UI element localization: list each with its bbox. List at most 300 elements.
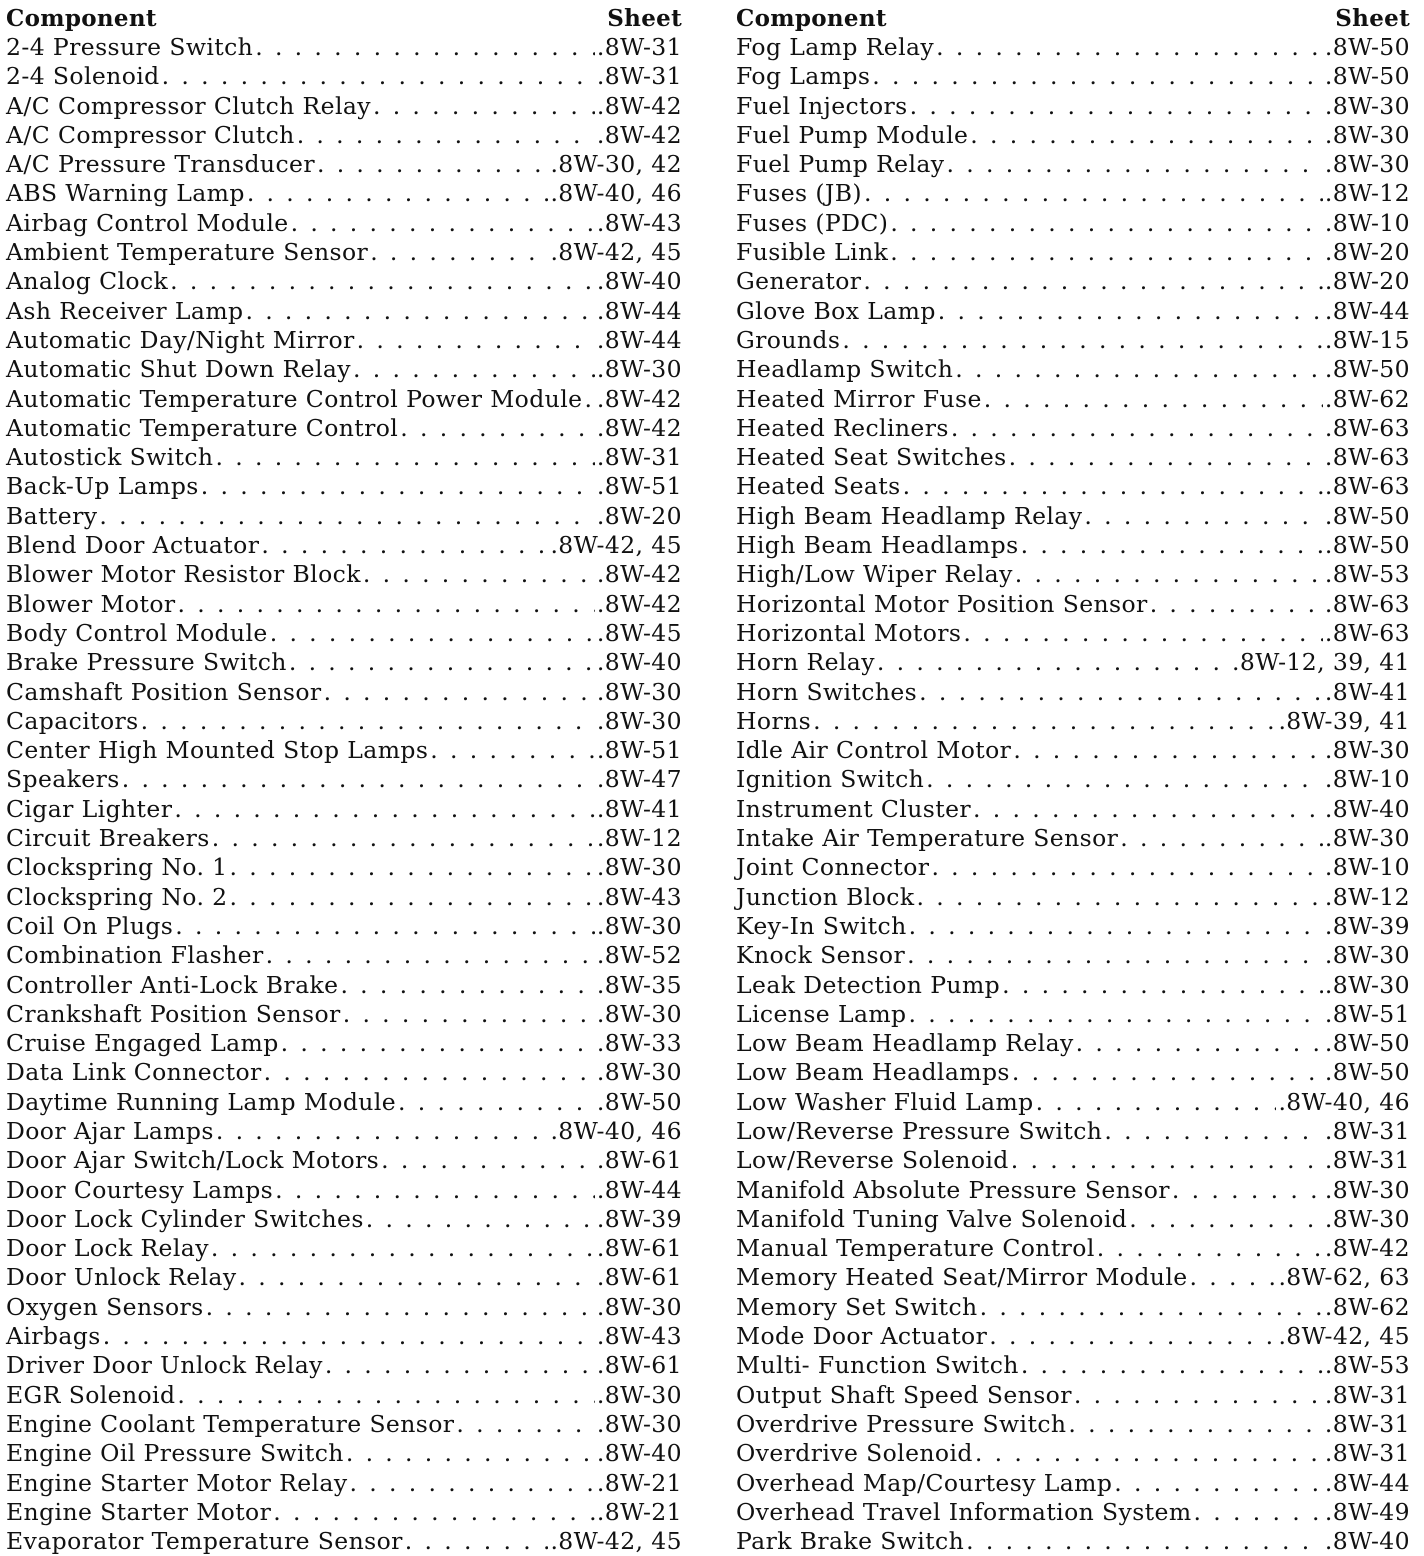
component-name: Camshaft Position Sensor xyxy=(6,677,322,706)
dot-leader xyxy=(297,121,595,150)
sheet-reference: .8W-40, 46 xyxy=(1278,1087,1410,1116)
component-name: Cigar Lighter xyxy=(6,794,173,823)
sheet-reference: .8W-43 xyxy=(596,882,682,911)
sheet-reference: .8W-63 xyxy=(1324,472,1410,501)
component-row xyxy=(736,1234,1410,1263)
sheet-reference: .8W-51 xyxy=(596,472,682,501)
component-row xyxy=(736,62,1410,91)
component-name: Capacitors xyxy=(6,706,139,735)
component-row xyxy=(736,1029,1410,1058)
component-name: Manual Temperature Control xyxy=(736,1234,1095,1263)
component-row xyxy=(736,1322,1410,1351)
dot-leader xyxy=(141,707,595,736)
component-row xyxy=(736,179,1410,208)
sheet-reference: .8W-62, 63 xyxy=(1278,1263,1410,1292)
component-row xyxy=(6,33,682,62)
dot-leader xyxy=(340,971,594,1000)
sheet-reference: .8W-44 xyxy=(596,296,682,325)
sheet-reference: .8W-63 xyxy=(1324,589,1410,618)
component-name: Heated Recliners xyxy=(736,413,949,442)
dot-leader xyxy=(381,1146,595,1175)
component-name: Blower Motor Resistor Block xyxy=(6,560,361,589)
sheet-reference: .8W-51 xyxy=(596,736,682,765)
dot-leader xyxy=(230,883,595,912)
sheet-reference: .8W-30 xyxy=(596,1292,682,1321)
sheet-reference: .8W-15 xyxy=(1324,325,1410,354)
dot-leader xyxy=(864,179,1323,208)
component-name: Door Unlock Relay xyxy=(6,1263,237,1292)
sheet-reference: .8W-40 xyxy=(596,648,682,677)
sheet-reference: .8W-42 xyxy=(596,413,682,442)
dot-leader xyxy=(963,619,1322,648)
sheet-reference: .8W-30 xyxy=(596,706,682,735)
component-name: Fuel Pump Module xyxy=(736,120,969,149)
dot-leader xyxy=(366,1205,595,1234)
dot-leader xyxy=(317,150,548,179)
component-row xyxy=(736,1205,1410,1234)
component-name: Fuses (JB) xyxy=(736,179,862,208)
column-header xyxy=(6,4,682,33)
dot-leader xyxy=(350,1469,595,1498)
component-row xyxy=(6,121,682,150)
sheet-reference: .8W-33 xyxy=(596,1029,682,1058)
component-row xyxy=(736,824,1410,853)
sheet-reference: .8W-42 xyxy=(596,91,682,120)
component-row xyxy=(6,678,682,707)
component-row xyxy=(6,883,682,912)
dot-leader xyxy=(909,912,1323,941)
component-name: Automatic Day/Night Mirror xyxy=(6,325,355,354)
sheet-reference: .8W-53 xyxy=(1324,1351,1410,1380)
dot-leader xyxy=(174,795,595,824)
dot-leader xyxy=(266,941,595,970)
component-name: Fuel Pump Relay xyxy=(736,150,945,179)
sheet-reference: .8W-31 xyxy=(596,33,682,61)
component-name: Fuel Injectors xyxy=(736,91,908,120)
component-row xyxy=(736,92,1410,121)
sheet-reference: .8W-31 xyxy=(1324,1439,1410,1468)
sheet-reference: .8W-50 xyxy=(596,1087,682,1116)
component-name: Ambient Temperature Sensor xyxy=(6,238,369,267)
sheet-reference: .8W-30 xyxy=(596,853,682,882)
sheet-reference: .8W-31 xyxy=(1324,1380,1410,1409)
component-name: A/C Compressor Clutch xyxy=(6,120,295,149)
dot-leader xyxy=(122,765,595,794)
dot-leader xyxy=(247,179,549,208)
component-name: Driver Door Unlock Relay xyxy=(6,1351,323,1380)
dot-leader xyxy=(1036,1088,1277,1117)
dot-leader xyxy=(1114,1469,1323,1498)
sheet-reference: .8W-63 xyxy=(1324,618,1410,647)
component-row xyxy=(6,179,682,208)
dot-leader xyxy=(907,941,1323,970)
dot-leader xyxy=(215,443,594,472)
dot-leader xyxy=(1104,1117,1323,1146)
component-name: Memory Heated Seat/Mirror Module xyxy=(736,1263,1188,1292)
dot-leader xyxy=(357,326,595,355)
dot-leader xyxy=(909,1000,1323,1029)
component-row xyxy=(736,1498,1410,1527)
component-name: Speakers xyxy=(6,765,120,794)
component-row xyxy=(6,1439,682,1468)
dot-leader xyxy=(1009,443,1323,472)
component-row xyxy=(6,941,682,970)
sheet-reference: .8W-30 xyxy=(596,1058,682,1087)
sheet-reference: .8W-31 xyxy=(596,62,682,91)
component-row xyxy=(6,502,682,531)
component-header-label: Component xyxy=(6,5,157,32)
component-name: Engine Oil Pressure Switch xyxy=(6,1439,344,1468)
component-name: Blend Door Actuator xyxy=(6,531,260,560)
component-row xyxy=(736,590,1410,619)
component-name: Manifold Tuning Valve Solenoid xyxy=(736,1204,1128,1233)
dot-leader xyxy=(216,1117,549,1146)
component-name: Horn Switches xyxy=(736,677,918,706)
component-row xyxy=(736,619,1410,648)
sheet-reference: .8W-31 xyxy=(1324,1409,1410,1438)
component-row xyxy=(6,531,682,560)
sheet-reference: .8W-40 xyxy=(1324,1527,1410,1556)
component-row xyxy=(6,648,682,677)
sheet-reference: .8W-44 xyxy=(1324,296,1410,325)
dot-leader xyxy=(162,62,595,91)
component-name: Center High Mounted Stop Lamps xyxy=(6,736,429,765)
dot-leader xyxy=(343,1000,595,1029)
sheet-reference: .8W-30 xyxy=(596,999,682,1028)
component-row xyxy=(6,1410,682,1439)
dot-leader xyxy=(99,502,595,531)
dot-leader xyxy=(325,1351,595,1380)
component-row xyxy=(736,1000,1410,1029)
sheet-reference: .8W-43 xyxy=(596,208,682,237)
sheet-reference: .8W-44 xyxy=(596,325,682,354)
component-name: Leak Detection Pump xyxy=(736,970,1001,999)
dot-leader xyxy=(255,33,595,62)
component-name: Oxygen Sensors xyxy=(6,1292,204,1321)
dot-leader xyxy=(430,736,595,765)
dot-leader xyxy=(946,150,1322,179)
component-name: Grounds xyxy=(736,325,841,354)
component-name: Autostick Switch xyxy=(6,443,214,472)
component-name: Evaporator Temperature Sensor xyxy=(6,1527,403,1556)
component-name: EGR Solenoid xyxy=(6,1380,176,1409)
component-name: High Beam Headlamps xyxy=(736,531,1019,560)
component-name: Generator xyxy=(736,267,862,296)
component-name: Battery xyxy=(6,501,98,530)
component-row xyxy=(6,707,682,736)
dot-leader xyxy=(1074,1381,1323,1410)
component-name: License Lamp xyxy=(736,999,907,1028)
dot-leader xyxy=(936,33,1323,62)
dot-leader xyxy=(1068,1410,1322,1439)
component-row xyxy=(6,1263,682,1292)
component-row xyxy=(736,1351,1410,1380)
component-row xyxy=(736,472,1410,501)
sheet-reference: .8W-10 xyxy=(1324,765,1410,794)
component-name: Low Beam Headlamps xyxy=(736,1058,1010,1087)
component-row xyxy=(6,92,682,121)
component-name: High Beam Headlamp Relay xyxy=(736,501,1083,530)
component-name: Intake Air Temperature Sensor xyxy=(736,824,1119,853)
sheet-reference: .8W-40, 46 xyxy=(550,1116,682,1145)
right-column xyxy=(736,4,1410,1556)
dot-leader xyxy=(405,1527,549,1556)
sheet-reference: .8W-63 xyxy=(1324,443,1410,472)
component-row xyxy=(6,414,682,443)
component-row xyxy=(736,385,1410,414)
component-row xyxy=(6,472,682,501)
component-row xyxy=(6,1381,682,1410)
component-name: Output Shaft Speed Sensor xyxy=(736,1380,1072,1409)
dot-leader xyxy=(890,209,1323,238)
sheet-reference: .8W-30 xyxy=(1324,970,1410,999)
component-row xyxy=(6,971,682,1000)
dot-leader xyxy=(1002,971,1323,1000)
dot-leader xyxy=(456,1410,594,1439)
left-column xyxy=(6,4,682,1556)
dot-leader xyxy=(346,1439,595,1468)
component-row xyxy=(6,1176,682,1205)
sheet-header-label: Sheet xyxy=(1335,5,1410,32)
component-name: ABS Warning Lamp xyxy=(6,179,245,208)
component-row xyxy=(6,853,682,882)
dot-leader xyxy=(230,853,595,882)
component-name: Airbags xyxy=(6,1322,101,1351)
dot-leader xyxy=(973,795,1323,824)
component-row xyxy=(6,150,682,179)
component-row xyxy=(6,1146,682,1175)
component-name: Automatic Temperature Control xyxy=(6,413,399,442)
dot-leader xyxy=(890,238,1323,267)
sheet-reference: .8W-41 xyxy=(596,794,682,823)
dot-leader xyxy=(910,92,1323,121)
dot-leader xyxy=(584,385,594,414)
dot-leader xyxy=(1194,1498,1323,1527)
dot-leader xyxy=(931,853,1322,882)
dot-leader xyxy=(211,1234,595,1263)
component-row xyxy=(736,1293,1410,1322)
component-row xyxy=(736,121,1410,150)
sheet-reference: .8W-50 xyxy=(1324,355,1410,384)
component-row xyxy=(736,1176,1410,1205)
component-name: Blower Motor xyxy=(6,589,176,618)
component-row xyxy=(6,326,682,355)
dot-leader xyxy=(877,648,1230,677)
component-name: A/C Pressure Transducer xyxy=(6,150,315,179)
component-name: Mode Door Actuator xyxy=(736,1322,988,1351)
component-name: Low Washer Fluid Lamp xyxy=(736,1087,1034,1116)
sheet-reference: .8W-43 xyxy=(596,1322,682,1351)
sheet-reference: .8W-39, 41 xyxy=(1278,706,1410,735)
component-row xyxy=(736,267,1410,296)
dot-leader xyxy=(970,121,1323,150)
sheet-reference: .8W-30 xyxy=(596,677,682,706)
sheet-reference: .8W-52 xyxy=(596,941,682,970)
component-name: Low/Reverse Pressure Switch xyxy=(736,1116,1103,1145)
component-name: Overhead Map/Courtesy Lamp xyxy=(736,1468,1113,1497)
component-row xyxy=(6,824,682,853)
component-name: Glove Box Lamp xyxy=(736,296,936,325)
dot-leader xyxy=(275,1176,595,1205)
dot-leader xyxy=(289,648,595,677)
component-row xyxy=(6,385,682,414)
component-row xyxy=(6,1322,682,1351)
dot-leader xyxy=(201,472,595,501)
sheet-reference: .8W-42 xyxy=(596,120,682,149)
component-row xyxy=(736,795,1410,824)
component-row xyxy=(6,560,682,589)
dot-leader xyxy=(926,765,1323,794)
component-row xyxy=(736,502,1410,531)
sheet-reference: .8W-39 xyxy=(596,1204,682,1233)
dot-leader xyxy=(177,1381,594,1410)
component-row xyxy=(736,150,1410,179)
component-row xyxy=(736,1410,1410,1439)
sheet-reference: .8W-35 xyxy=(596,970,682,999)
component-name: Back-Up Lamps xyxy=(6,472,199,501)
component-row xyxy=(736,297,1410,326)
dot-leader xyxy=(103,1322,595,1351)
component-row xyxy=(736,736,1410,765)
left-component-list xyxy=(6,33,682,1556)
component-row xyxy=(6,443,682,472)
component-row xyxy=(736,853,1410,882)
component-name: Horn Relay xyxy=(736,648,875,677)
component-name: Door Ajar Lamps xyxy=(6,1116,214,1145)
dot-leader xyxy=(324,678,595,707)
component-row xyxy=(736,707,1410,736)
sheet-reference: .8W-30 xyxy=(596,911,682,940)
component-row xyxy=(6,297,682,326)
component-row xyxy=(736,678,1410,707)
sheet-reference: .8W-10 xyxy=(1324,853,1410,882)
dot-leader xyxy=(1172,1176,1323,1205)
sheet-reference: .8W-61 xyxy=(596,1263,682,1292)
dot-leader xyxy=(170,267,595,296)
component-name: Engine Starter Motor xyxy=(6,1497,272,1526)
sheet-reference: .8W-20 xyxy=(1324,267,1410,296)
dot-leader xyxy=(373,92,595,121)
dot-leader xyxy=(1012,1058,1323,1087)
dot-leader xyxy=(951,414,1323,443)
sheet-reference: .8W-63 xyxy=(1324,413,1410,442)
sheet-reference: .8W-30 xyxy=(596,1409,682,1438)
sheet-reference: .8W-50 xyxy=(1324,1058,1410,1087)
component-name: Horizontal Motors xyxy=(736,618,962,647)
dot-leader xyxy=(1190,1263,1277,1292)
sheet-reference: .8W-20 xyxy=(1324,238,1410,267)
sheet-reference: .8W-61 xyxy=(596,1146,682,1175)
component-name: Daytime Running Lamp Module xyxy=(6,1087,397,1116)
component-row xyxy=(736,765,1410,794)
component-name: Multi- Function Switch xyxy=(736,1351,1019,1380)
right-component-list xyxy=(736,33,1410,1556)
component-name: Idle Air Control Motor xyxy=(736,736,1012,765)
dot-leader xyxy=(245,297,594,326)
component-row xyxy=(736,971,1410,1000)
dot-leader xyxy=(872,62,1323,91)
component-row xyxy=(736,1439,1410,1468)
component-row xyxy=(6,1205,682,1234)
component-name: Automatic Shut Down Relay xyxy=(6,355,351,384)
sheet-reference: .8W-12 xyxy=(1324,179,1410,208)
sheet-reference: .8W-30 xyxy=(1324,1175,1410,1204)
component-name: Heated Mirror Fuse xyxy=(736,384,982,413)
component-row xyxy=(6,1117,682,1146)
sheet-reference: .8W-40 xyxy=(1324,794,1410,823)
component-name: Overdrive Solenoid xyxy=(736,1439,973,1468)
sheet-reference: .8W-12 xyxy=(596,824,682,853)
component-name: Airbag Control Module xyxy=(6,208,289,237)
sheet-reference: .8W-31 xyxy=(1324,1146,1410,1175)
dot-leader xyxy=(1076,1029,1323,1058)
component-row xyxy=(6,1058,682,1087)
sheet-reference: .8W-45 xyxy=(596,618,682,647)
dot-leader xyxy=(212,824,595,853)
component-name: Fog Lamps xyxy=(736,62,871,91)
component-row xyxy=(736,883,1410,912)
dot-leader xyxy=(955,355,1323,384)
component-row xyxy=(736,1146,1410,1175)
sheet-reference: .8W-50 xyxy=(1324,501,1410,530)
component-name: Crankshaft Position Sensor xyxy=(6,999,341,1028)
column-header xyxy=(736,4,1410,33)
sheet-reference: .8W-44 xyxy=(596,1175,682,1204)
component-row xyxy=(6,1351,682,1380)
component-row xyxy=(736,326,1410,355)
dot-leader xyxy=(919,678,1323,707)
component-row xyxy=(6,736,682,765)
component-name: Clockspring No. 2 xyxy=(6,882,228,911)
component-name: Cruise Engaged Lamp xyxy=(6,1029,279,1058)
component-row xyxy=(736,443,1410,472)
component-header-label: Component xyxy=(736,5,887,32)
sheet-reference: .8W-50 xyxy=(1324,531,1410,560)
sheet-reference: .8W-40, 46 xyxy=(550,179,682,208)
sheet-reference: .8W-41 xyxy=(1324,677,1410,706)
sheet-reference: .8W-20 xyxy=(596,501,682,530)
sheet-reference: .8W-42, 45 xyxy=(550,1527,682,1556)
component-row xyxy=(736,1088,1410,1117)
sheet-reference: .8W-39 xyxy=(1324,911,1410,940)
sheet-reference: .8W-30 xyxy=(1324,1204,1410,1233)
component-row xyxy=(6,1293,682,1322)
component-name: Engine Starter Motor Relay xyxy=(6,1468,348,1497)
sheet-reference: .8W-40 xyxy=(596,1439,682,1468)
component-name: Combination Flasher xyxy=(6,941,264,970)
component-row xyxy=(736,1527,1410,1556)
component-row xyxy=(736,941,1410,970)
component-name: Heated Seat Switches xyxy=(736,443,1007,472)
sheet-reference: .8W-42, 45 xyxy=(1278,1322,1410,1351)
sheet-reference: .8W-30, 42 xyxy=(550,150,682,179)
dot-leader xyxy=(206,1293,595,1322)
dot-leader xyxy=(903,472,1323,501)
dot-leader xyxy=(1013,736,1323,765)
sheet-reference: .8W-21 xyxy=(596,1497,682,1526)
component-name: Low/Reverse Solenoid xyxy=(736,1146,1009,1175)
sheet-reference: .8W-61 xyxy=(596,1351,682,1380)
dot-leader xyxy=(975,1439,1323,1468)
dot-leader xyxy=(261,531,548,560)
sheet-reference: .8W-61 xyxy=(596,1234,682,1263)
component-name: Fusible Link xyxy=(736,238,889,267)
dot-leader xyxy=(966,1527,1323,1556)
dot-leader xyxy=(273,1498,595,1527)
component-row xyxy=(6,267,682,296)
component-row xyxy=(6,1527,682,1556)
component-row xyxy=(6,590,682,619)
